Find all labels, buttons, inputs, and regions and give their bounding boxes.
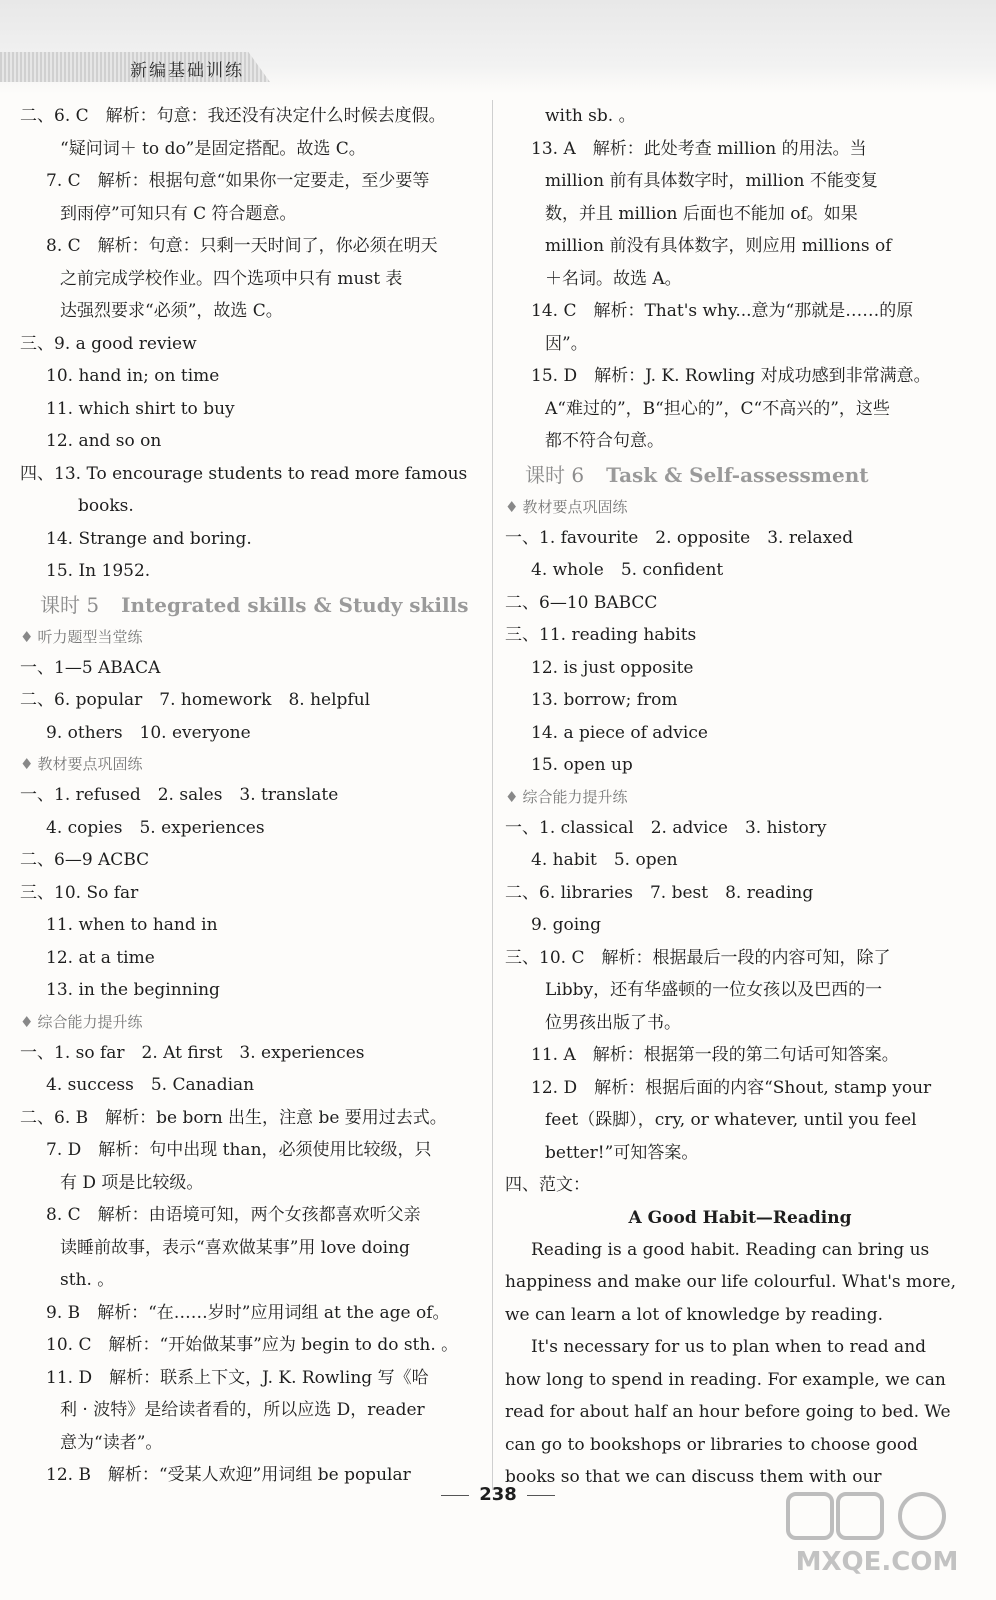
answer-line: 一、1. favourite 2. opposite 3. relaxed xyxy=(505,527,854,548)
right-column xyxy=(505,100,975,1494)
answer-line: 二、6—9 ACBC xyxy=(20,850,150,870)
answer-line: 14. a piece of advice xyxy=(531,722,708,743)
answer-line: 之前完成学校作业。四个选项中只有 must 表 xyxy=(60,268,403,289)
watermark-logo xyxy=(782,1488,972,1578)
answer-line: 11. when to hand in xyxy=(46,915,218,935)
answer-line: 一、1—5 ABACA xyxy=(20,657,161,678)
answer-line: 7. C 解析：根据句意“如果你一定要走，至少要等 xyxy=(46,171,430,191)
answer-line: 11. which shirt to buy xyxy=(46,398,235,419)
answer-line: 利 · 波特》是给读者看的，所以应选 D，reader xyxy=(60,1400,425,1420)
lesson-heading xyxy=(20,588,480,622)
answer-line: 9. others 10. everyone xyxy=(46,722,251,743)
section-heading xyxy=(505,782,975,812)
answer-line: 达强烈要求“必须”，故选 C。 xyxy=(60,301,283,321)
answer-line: 14. Strange and boring. xyxy=(46,528,252,549)
page-number: 238 xyxy=(0,1484,996,1505)
answer-line: 三、10. So far xyxy=(20,882,139,903)
answer-line: how long to spend in reading. For example, we can xyxy=(505,1369,946,1390)
lesson-title: Integrated skills & Study skills xyxy=(121,592,469,617)
answer-line: feet（跺脚），cry, or whatever, until you feel xyxy=(545,1110,917,1130)
answer-line: 因”。 xyxy=(545,333,588,354)
section-heading xyxy=(20,749,480,779)
answer-line: can go to bookshops or libraries to choose good xyxy=(505,1434,918,1455)
answer-line: 意为“读者”。 xyxy=(60,1432,163,1453)
answer-line: It's necessary for us to plan when to read and xyxy=(531,1337,927,1357)
answer-line: 二、6. popular 7. homework 8. helpful xyxy=(20,690,371,710)
answer-line: 14. C 解析：That's why...意为“那就是……的原 xyxy=(531,301,914,321)
answer-line: 10. hand in; on time xyxy=(46,366,220,386)
lesson-title: Task & Self-assessment xyxy=(606,462,869,487)
answer-line: books so that we can discuss them with our xyxy=(505,1467,882,1487)
section-label: 教材要点巩固练 xyxy=(522,497,628,516)
answer-line: 12. D 解析：根据后面的内容“Shout, stamp your xyxy=(531,1077,932,1098)
answer-line: 10. C 解析：“开始做某事”应为 begin to do sth. 。 xyxy=(46,1335,459,1355)
answer-line: 4. whole 5. confident xyxy=(531,560,724,580)
answer-line: 二、6. B 解析：be born 出生，注意 be 要用过去式。 xyxy=(20,1107,447,1128)
answer-line: 4. copies 5. experiences xyxy=(46,817,265,838)
answer-line: 9. B 解析：“在……岁时”应用词组 at the age of。 xyxy=(46,1302,450,1323)
answer-line: with sb. 。 xyxy=(545,106,636,126)
answer-line: 三、10. C 解析：根据最后一段的内容可知，除了 xyxy=(505,947,891,968)
lesson-heading xyxy=(505,458,975,492)
diamond-bullet-icon: ♦ xyxy=(505,497,519,516)
answer-line: 数，并且 million 后面也不能加 of。如果 xyxy=(545,203,858,224)
answer-line: 有 D 项是比较级。 xyxy=(60,1172,204,1193)
answer-line: 四、13. To encourage students to read more famous xyxy=(20,463,468,484)
section-heading xyxy=(505,492,975,522)
answer-line: 位男孩出版了书。 xyxy=(545,1012,681,1033)
answer-line: 11. A 解析：根据第一段的第二句话可知答案。 xyxy=(531,1045,899,1065)
answer-line: 8. C 解析：句意：只剩一天时间了，你必须在明天 xyxy=(46,236,438,256)
answer-line: 8. C 解析：由语境可知，两个女孩都喜欢听父亲 xyxy=(46,1205,421,1225)
diamond-bullet-icon: ♦ xyxy=(20,755,34,773)
answer-line: sth. 。 xyxy=(60,1270,115,1290)
answer-line: 7. D 解析：句中出现 than，必须使用比较级，只 xyxy=(46,1140,432,1160)
left-column xyxy=(20,100,480,1492)
diamond-bullet-icon: ♦ xyxy=(20,627,34,646)
answer-line: million 前没有具体数字，则应用 millions of xyxy=(545,236,892,256)
answer-line: 三、9. a good review xyxy=(20,333,197,354)
answer-line: 9. going xyxy=(531,915,602,935)
lesson-number: 课时 5 xyxy=(40,592,100,617)
answer-line: 二、6. libraries 7. best 8. reading xyxy=(505,882,814,903)
section-label: 综合能力提升练 xyxy=(37,1012,143,1031)
answer-line: 4. habit 5. open xyxy=(531,850,678,870)
answer-line: 15. In 1952. xyxy=(46,561,151,581)
answer-line: 11. D 解析：联系上下文，J. K. Rowling 写《哈 xyxy=(46,1367,429,1388)
answer-line: ＋名词。故选 A。 xyxy=(545,268,682,289)
answer-line: 一、1. so far 2. At first 3. experiences xyxy=(20,1042,365,1063)
answer-line: 15. D 解析：J. K. Rowling 对成功感到非常满意。 xyxy=(531,366,931,386)
answer-line: happiness and make our life colourful. What's more, xyxy=(505,1272,957,1292)
answer-line: 二、6—10 BABCC xyxy=(505,592,658,613)
column-divider xyxy=(492,100,493,1490)
section-heading xyxy=(20,622,480,652)
answer-line: 13. in the beginning xyxy=(46,980,220,1000)
answer-line: we can learn a lot of knowledge by reading. xyxy=(505,1304,884,1325)
section-label: 听力题型当堂练 xyxy=(37,627,143,646)
essay-title: A Good Habit—Reading xyxy=(628,1207,852,1228)
answer-line: 二、6. C 解析：句意：我还没有决定什么时候去度假。 xyxy=(20,106,446,126)
answer-line: books. xyxy=(78,496,134,516)
section-label: 教材要点巩固练 xyxy=(37,755,143,773)
answer-line: 一、1. refused 2. sales 3. translate xyxy=(20,785,339,805)
answer-line: 三、11. reading habits xyxy=(505,625,697,645)
section-heading xyxy=(20,1007,480,1037)
answer-line: 15. open up xyxy=(531,755,633,775)
diamond-bullet-icon: ♦ xyxy=(505,787,519,806)
answer-line: 一、1. classical 2. advice 3. history xyxy=(505,817,827,838)
svg-text:MXQE.COM: MXQE.COM xyxy=(795,1547,959,1577)
diamond-bullet-icon: ♦ xyxy=(20,1012,34,1031)
answer-line: 12. and so on xyxy=(46,431,162,451)
lesson-number: 课时 6 xyxy=(525,462,585,487)
answer-line: 读睡前故事，表示“喜欢做某事”用 love doing xyxy=(60,1237,410,1258)
answer-line: 都不符合句意。 xyxy=(545,431,664,451)
page-header xyxy=(0,0,996,94)
answer-line: Reading is a good habit. Reading can bring us xyxy=(531,1239,930,1260)
answer-line: 12. at a time xyxy=(46,947,155,968)
answer-line: 4. success 5. Canadian xyxy=(46,1075,255,1095)
answer-line: “疑问词＋ to do”是固定搭配。故选 C。 xyxy=(60,138,366,159)
answer-line: better!”可知答案。 xyxy=(545,1142,699,1163)
answer-line: 到雨停”可知只有 C 符合题意。 xyxy=(60,203,297,224)
answer-line: 12. is just opposite xyxy=(531,657,694,678)
answer-line: 四、范文： xyxy=(505,1175,590,1195)
answer-line: A“难过的”，B“担心的”，C“不高兴的”，这些 xyxy=(545,398,890,419)
book-title: 新编基础训练 xyxy=(130,61,244,81)
answer-line: million 前有具体数字时，million 不能变复 xyxy=(545,171,878,191)
section-label: 综合能力提升练 xyxy=(522,787,628,806)
answer-line: Libby，还有华盛顿的一位女孩以及巴西的一 xyxy=(545,980,883,1000)
answer-line: read for about half an hour before going to bed. We xyxy=(505,1402,951,1422)
answer-line: 13. borrow; from xyxy=(531,690,678,710)
answer-line: 13. A 解析：此处考查 million 的用法。当 xyxy=(531,138,867,159)
answer-line: 12. B 解析：“受某人欢迎”用词组 be popular xyxy=(46,1465,411,1485)
